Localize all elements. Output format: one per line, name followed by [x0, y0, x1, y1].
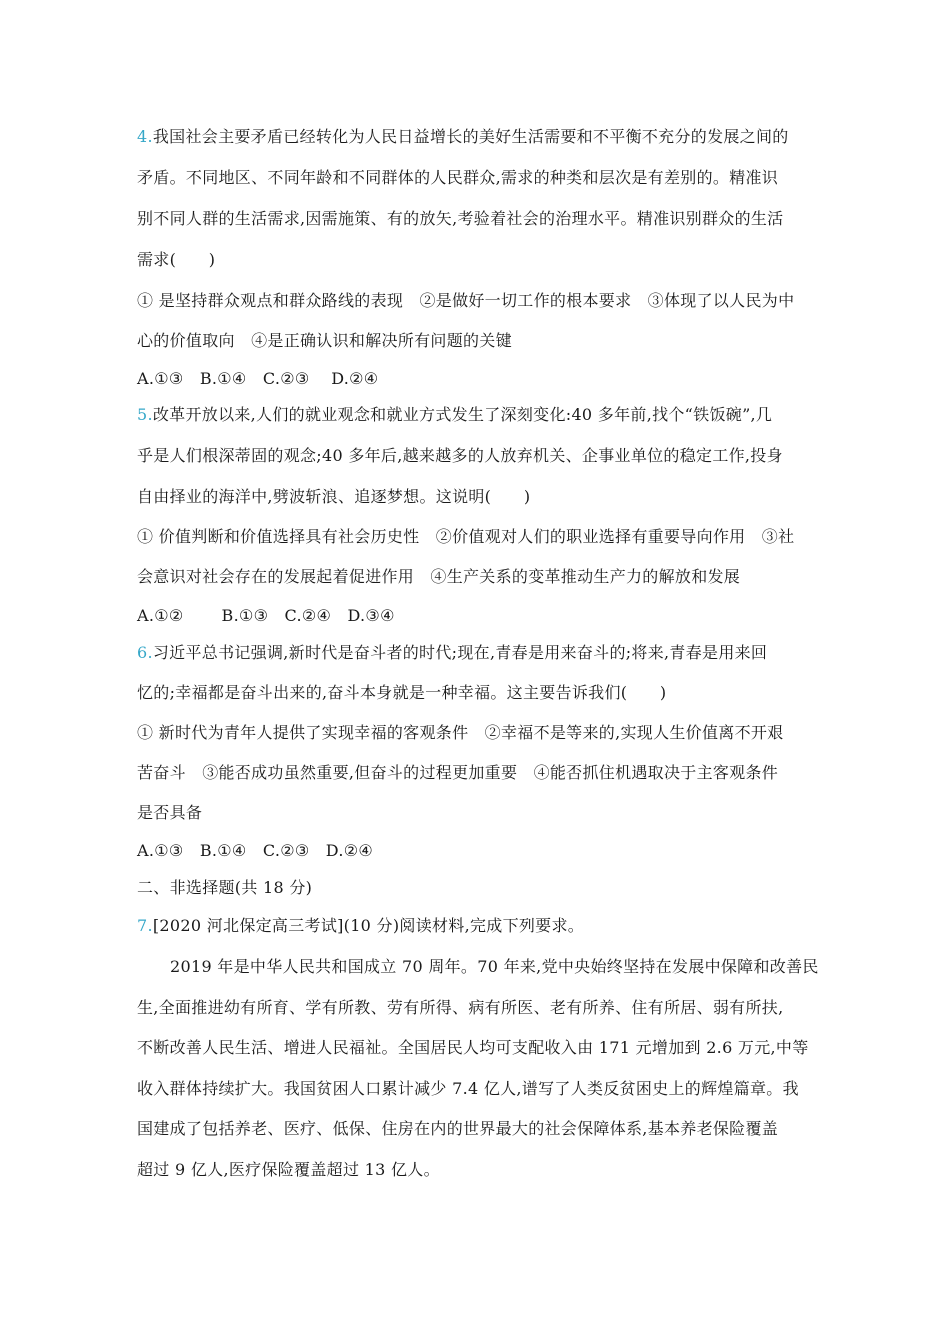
q4-stem-line-3: 别不同人群的生活需求,因需施策、有的放矢,考验着社会的治理水平。精准识别群众的生活 [137, 209, 784, 228]
q5-statements-line-1: ① 价值判断和价值选择具有社会历史性 ②价值观对人们的职业选择有重要导向作用 ③社 [137, 527, 795, 546]
q7-stem: 7.[2020 河北保定高三考试](10 分)阅读材料,完成下列要求。 [137, 916, 585, 935]
q5-stem-line-1: 5.改革开放以来,人们的就业观念和就业方式发生了深刻变化:40 多年前,找个“铁饭碗”,几 [137, 405, 773, 424]
q5-options: A.①② B.①③ C.②④ D.③④ [137, 606, 395, 625]
q4-stem-line-1: 4.我国社会主要矛盾已经转化为人民日益增长的美好生活需要和不平衡不充分的发展之间的 [137, 127, 789, 146]
q7-material-line-5: 国建成了包括养老、医疗、低保、住房在内的世界最大的社会保障体系,基本养老保险覆盖 [137, 1119, 779, 1138]
q4-options: A.①③ B.①④ C.②③ D.②④ [137, 369, 379, 388]
section-heading: 二、非选择题(共 18 分) [137, 878, 313, 897]
q7-material-line-6: 超过 9 亿人,医疗保险覆盖超过 13 亿人。 [137, 1160, 440, 1179]
q6-statements-line-2: 苦奋斗 ③能否成功虽然重要,但奋斗的过程更加重要 ④能否抓住机遇取决于主客观条件 [137, 763, 779, 782]
q6-statements-line-1: ① 新时代为青年人提供了实现幸福的客观条件 ②幸福不是等来的,实现人生价值离不开艰 [137, 723, 784, 742]
q6-stem-line-2: 忆的;幸福都是奋斗出来的,奋斗本身就是一种幸福。这主要告诉我们( ) [137, 683, 667, 702]
q5-statements-line-2: 会意识对社会存在的发展起着促进作用 ④生产关系的变革推动生产力的解放和发展 [137, 567, 741, 586]
q5-stem-line-3: 自由择业的海洋中,劈波斩浪、追逐梦想。这说明( ) [137, 487, 531, 506]
q7-material-line-3: 不断改善人民生活、增进人民福祉。全国居民人均可支配收入由 171 元增加到 2.6 万元,中等 [137, 1038, 809, 1057]
q4-stem-line-2: 矛盾。不同地区、不同年龄和不同群体的人民群众,需求的种类和层次是有差别的。精准识 [137, 168, 779, 187]
q4-statements-line-1: ① 是坚持群众观点和群众路线的表现 ②是做好一切工作的根本要求 ③体现了以人民为中 [137, 291, 795, 310]
q6-options: A.①③ B.①④ C.②③ D.②④ [137, 841, 374, 860]
q7-material-line-4: 收入群体持续扩大。我国贫困人口累计减少 7.4 亿人,谱写了人类反贫困史上的辉煌篇章。我 [137, 1079, 799, 1098]
question-number: 6. [137, 643, 153, 662]
q5-stem-line-2: 乎是人们根深蒂固的观念;40 多年后,越来越多的人放弃机关、企事业单位的稳定工作,投身 [137, 446, 783, 465]
q7-material-line-1: 2019 年是中华人民共和国成立 70 周年。70 年来,党中央始终坚持在发展中保障和改善民 [170, 957, 819, 976]
question-number: 7. [137, 916, 153, 935]
q4-statements-line-2: 心的价值取向 ④是正确认识和解决所有问题的关键 [137, 331, 512, 350]
question-number: 5. [137, 405, 153, 424]
q6-stem-line-1: 6.习近平总书记强调,新时代是奋斗者的时代;现在,青春是用来奋斗的;将来,青春是用来回 [137, 643, 768, 662]
q6-statements-line-3: 是否具备 [137, 803, 203, 822]
q4-stem-line-4: 需求( ) [137, 250, 216, 269]
question-number: 4. [137, 127, 153, 146]
q7-material-line-2: 生,全面推进幼有所育、学有所教、劳有所得、病有所医、老有所养、住有所居、弱有所扶, [137, 998, 784, 1017]
